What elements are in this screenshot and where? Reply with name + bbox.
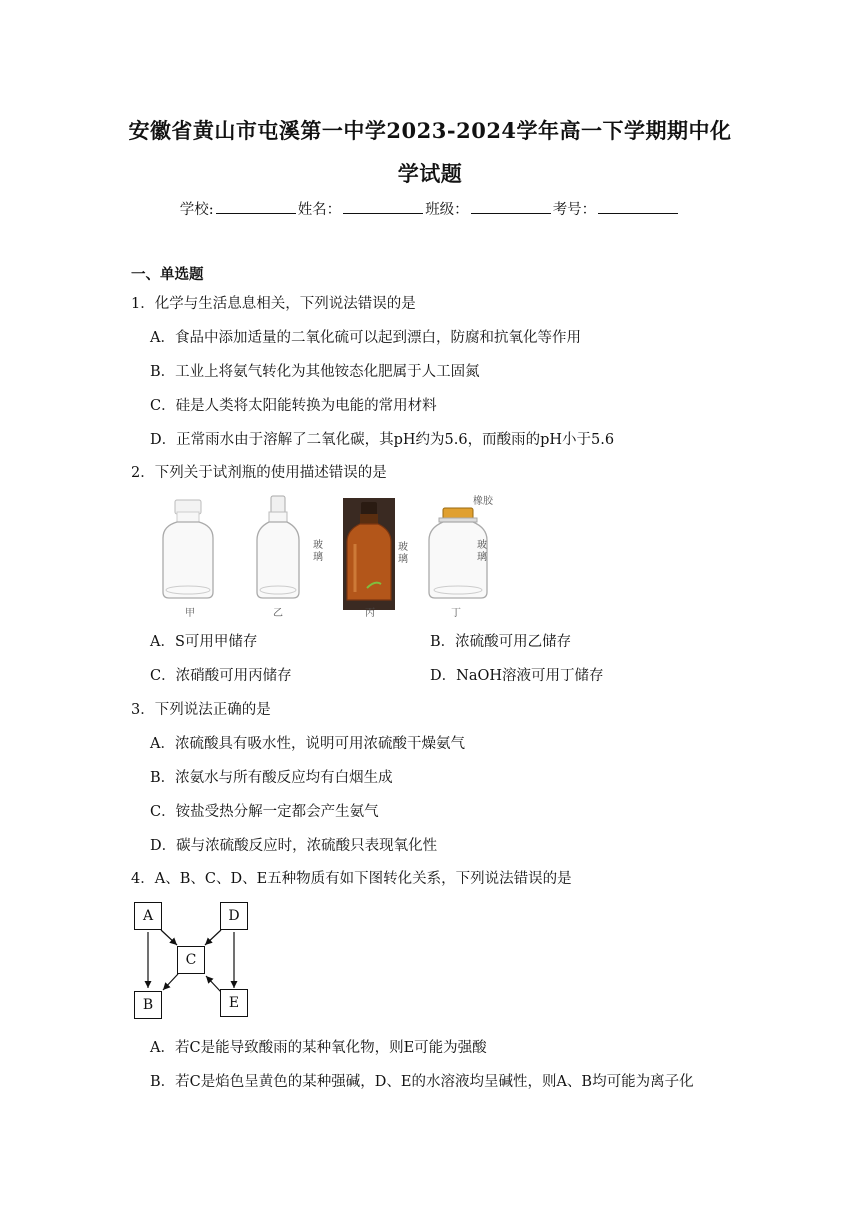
glass-label-yi: 玻璃: [313, 540, 323, 563]
q4-option-b: B．若C是焰色呈黄色的某种强碱，D、E的水溶液均呈碱性，则A、B均可能为离子化: [150, 1074, 694, 1090]
number-blank[interactable]: [598, 199, 678, 214]
q2-option-b: B．浓硫酸可用乙储存: [430, 634, 572, 650]
class-blank[interactable]: [471, 199, 551, 214]
q1-option-a: A．食品中添加适量的二氧化硫可以起到漂白，防腐和抗氧化等作用: [150, 330, 581, 346]
bottle-label-jia: 甲: [185, 608, 195, 619]
q4-option-a: A．若C是能导致酸雨的某种氧化物，则E可能为强酸: [150, 1040, 487, 1056]
reagent-bottles-svg: [155, 492, 505, 620]
school-blank[interactable]: [216, 199, 296, 214]
arrow-a-c: [161, 930, 177, 945]
reagent-bottles-figure: [155, 492, 505, 620]
school-label: 学校:: [179, 202, 214, 218]
node-b: B: [134, 991, 162, 1019]
bottle-label-bing: 丙: [365, 608, 375, 619]
bottle-bing: [343, 498, 395, 610]
bottle-jia: [163, 500, 213, 598]
node-c: C: [177, 946, 205, 974]
bottle-label-ding: 丁: [451, 608, 461, 619]
class-label: 班级：: [425, 202, 469, 218]
q3-option-a: A．浓硫酸具有吸水性，说明可用浓硫酸干燥氨气: [150, 736, 465, 752]
glass-label-ding: 玻璃: [477, 540, 487, 563]
rubber-label: 橡胶: [473, 496, 493, 507]
q1-option-c: C．硅是人类将太阳能转换为电能的常用材料: [150, 398, 437, 414]
q1-option-b: B．工业上将氨气转化为其他铵态化肥属于人工固氮: [150, 364, 480, 380]
glass-label-bing: 玻璃: [398, 542, 408, 565]
q2-option-d: D．NaOH溶液可用丁储存: [430, 668, 604, 684]
name-blank[interactable]: [343, 199, 423, 214]
conversion-diagram: [133, 900, 253, 1022]
q1-stem: 1．化学与生活息息相关，下列说法错误的是: [131, 296, 416, 312]
arrow-e-c: [206, 976, 221, 992]
bottle-yi: [257, 496, 299, 598]
title-line-2: 学试题: [397, 161, 463, 186]
node-e: E: [220, 989, 248, 1017]
arrow-c-b: [163, 974, 178, 990]
q2-stem: 2．下列关于试剂瓶的使用描述错误的是: [131, 465, 387, 481]
section-heading: 一、单选题: [131, 266, 204, 283]
node-a: A: [134, 902, 162, 930]
bottle-label-yi: 乙: [273, 608, 283, 619]
q3-option-d: D．碳与浓硫酸反应时，浓硫酸只表现氧化性: [150, 838, 438, 854]
title-line-1: 安徽省黄山市屯溪第一中学2023-2024学年高一下学期期中化: [128, 118, 732, 143]
q3-option-b: B．浓氨水与所有酸反应均有白烟生成: [150, 770, 393, 786]
student-info-line: [0, 198, 860, 219]
q4-stem: 4．A、B、C、D、E五种物质有如下图转化关系，下列说法错误的是: [131, 871, 572, 887]
q3-stem: 3．下列说法正确的是: [131, 702, 271, 718]
node-d: D: [220, 902, 248, 930]
arrow-d-c: [205, 930, 221, 945]
q1-option-d: D．正常雨水由于溶解了二氧化碳，其pH约为5.6，而酸雨的pH小于5.6: [150, 432, 615, 448]
number-label: 考号：: [552, 202, 597, 218]
q2-option-c: C．浓硝酸可用丙储存: [150, 668, 292, 684]
q3-option-c: C．铵盐受热分解一定都会产生氨气: [150, 804, 379, 820]
name-label: 姓名：: [297, 202, 342, 218]
q2-option-a: A．S可用甲储存: [150, 634, 258, 650]
